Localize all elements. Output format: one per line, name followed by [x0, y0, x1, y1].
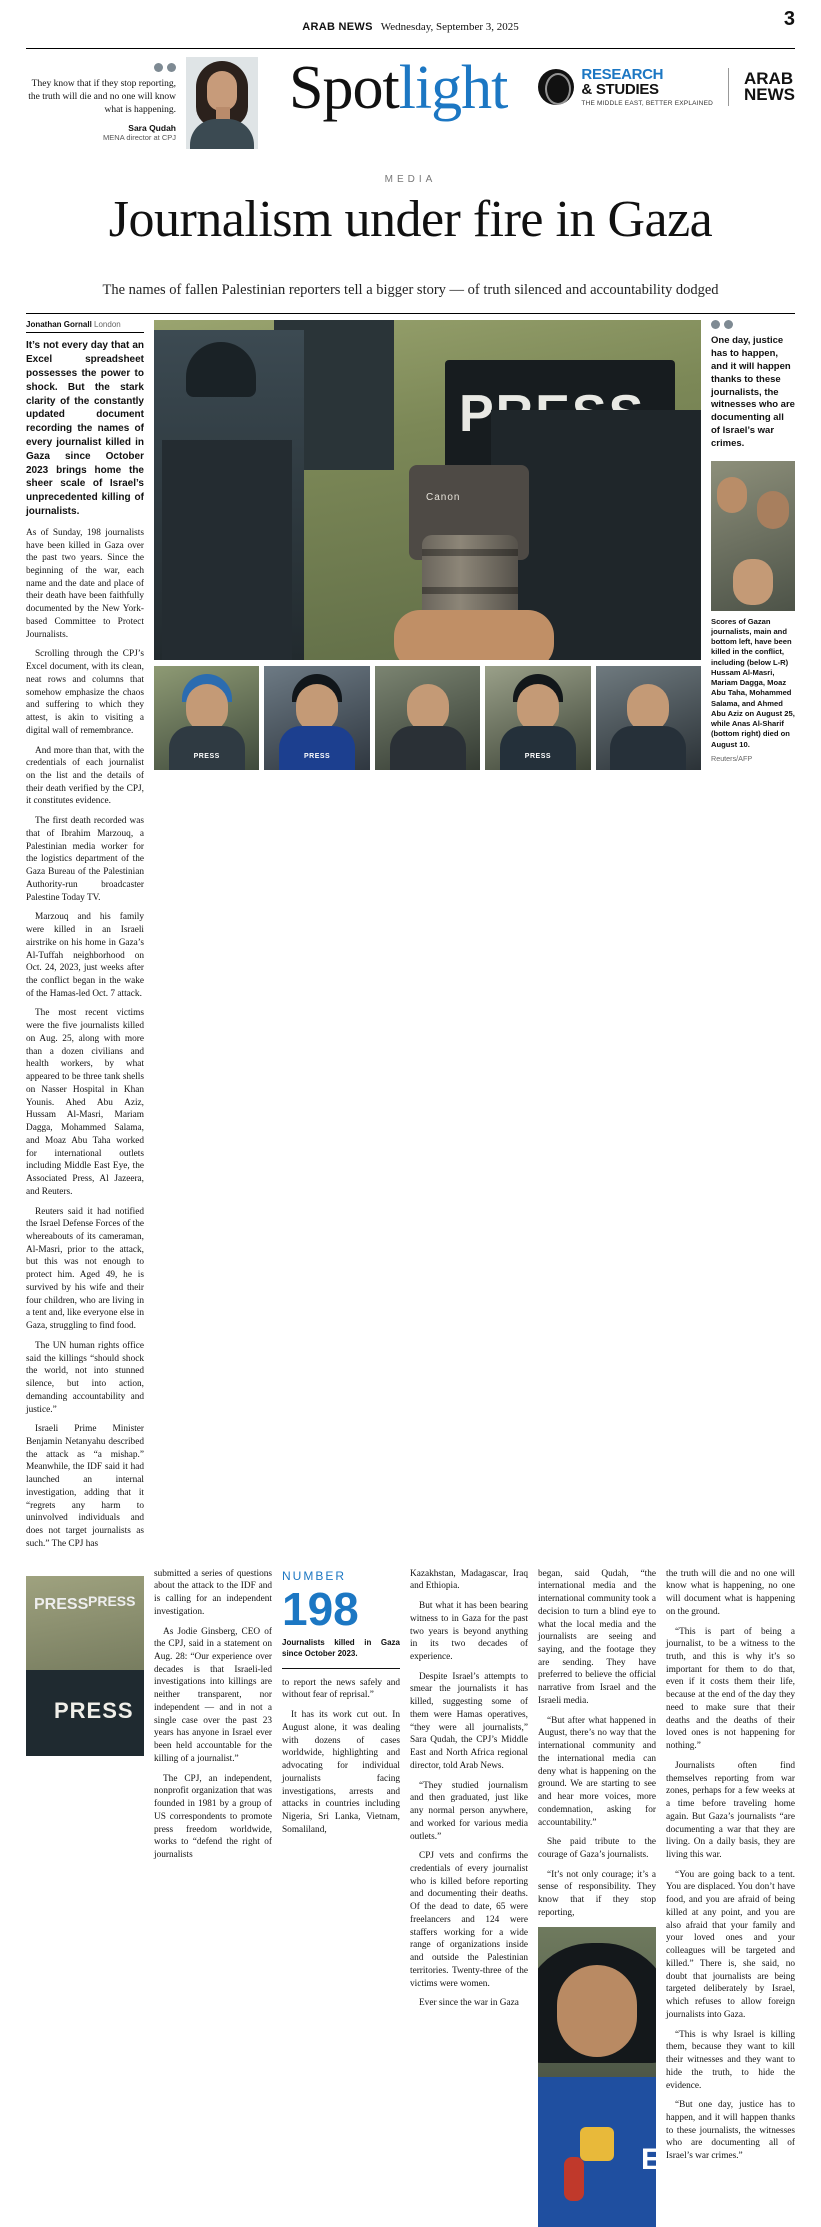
byline-author: Jonathan Gornall — [26, 320, 92, 330]
intro-paragraph: It’s not every day that an Excel spreadsheet possesses the power to shock. But the stark clarity of the constantly updated document recording the names of every journalist killed in Gaza since October 2023 brings home the sheer scale of Israel’s unprecedented killing of journalists. — [26, 340, 144, 517]
divider-headline — [26, 313, 795, 314]
paragraph: Journalists often find themselves reporting from war zones, perhaps for a few weeks at a time before traveling home again. But Gaza’s journalists “are documenting a war that they are living. On a daily basis, they are living this war. — [666, 1760, 795, 1861]
research-studies-logo — [538, 57, 795, 107]
number-value: 198 — [282, 1583, 359, 1636]
lower-grid — [26, 1568, 795, 2227]
paragraph: As of Sunday, 198 journalists have been killed in Gaza over the past two years. Since the beginning of the war, each name and the date and place of their death have been faithfully documented by the New York-based Committee to Protect Journalists. — [26, 527, 144, 640]
pull-quote-left — [26, 57, 176, 142]
paragraph: Ever since the war in Gaza — [419, 1998, 519, 2009]
divider-number — [282, 1668, 400, 1669]
paragraph: began, said Qudah, “the international media and the international community took a decision to turn a blind eye to what the local media and the journalists are seeing and saying, and the footage they are sending. They have preferred to believe the official narrative from Israel and the Israeli media. — [538, 1568, 656, 1706]
rail-dots-icon — [711, 320, 795, 329]
thumbnail-label: PRESS — [193, 753, 220, 761]
number-label: NUMBER — [282, 1568, 347, 1583]
thumbnail-label: PRESS — [303, 753, 331, 761]
thumbnail-photo — [375, 666, 480, 770]
paragraph: Reuters said it had notified the Israel Defense Forces of the whereabouts of its cameraman, Al-Masri, prior to the attack, but this was not enough to protect him. Aged 49, he is survived by his wife and their four children, who are living in a tent and, like everyone else in Gaza, struggling to find food. — [26, 1206, 144, 1332]
paragraph: The most recent victims were the five journalists killed on Aug. 25, along with more than a dozen civilians and health workers, by what appeared to be three tank shells on Nasser Hospital in Khan Younis. Ahed Abu Aziz, Hussam Al-Masri, Mariam Dagga, Mohammed Salama, and Moaz Abu Taha worked for international outlets including Middle East Eye, the Associated Press, Al Jazeera, and Reuters. — [26, 1008, 144, 1197]
paragraph: to report the news safely and without fear of reprisal.” — [282, 1677, 400, 1701]
divider-byline — [26, 332, 144, 333]
bottom-left-photo: PRESS PRESS PRESS — [26, 1576, 144, 1756]
paragraph: Despite Israel’s attempts to smear the journalists it has killed, suggesting some of them were Hamas operatives, “they were all journalists,” Sara Qudah, the CPJ’s Middle East and North Africa regional director, told Arab News. — [410, 1671, 528, 1771]
quote-text: They know that if they stop reporting, the truth will die and no one will know what is happening. — [28, 79, 176, 115]
left-body — [26, 527, 144, 1551]
portrait-photo — [186, 57, 258, 149]
lower-column-5 — [538, 1568, 795, 2227]
masthead-brand: ARAB NEWS — [302, 21, 373, 33]
lower-column-2 — [154, 1568, 272, 2227]
thumbnail-photo — [596, 666, 701, 770]
hero-photo: PRESS Canon — [154, 320, 701, 660]
paragraph: “But after what happened in August, there’s no way that the international community and the international media can deny what is happening on the ground. We are starting to see and hear more voices, more condemnation, asking for accountability.” — [538, 1715, 656, 1828]
masthead — [26, 0, 795, 40]
rail-photo-credit: Reuters/AFP — [711, 753, 753, 763]
rail-photo-caption: Scores of Gazan journalists, main and bottom left, have been killed in the conflict, including (below L-R) Hussam Al-Masri, Mariam Dagga, Moaz Abu Taha, Mohammed Salama, and Ahmed Abu Aziz on August 25, while Anas Al-Sharif (bottom right) died on August 10. — [711, 616, 795, 749]
spotlight-word-blue: light — [398, 54, 508, 122]
section-kicker: MEDIA — [384, 174, 437, 185]
arabnews-arab: ARAB — [744, 68, 794, 88]
thumbnail-photo — [485, 666, 590, 770]
quote-author-role: MENA director at CPJ — [103, 133, 176, 143]
column-right-rail — [711, 320, 795, 1557]
page-number: 3 — [783, 8, 795, 30]
quote-author: Sara Qudah — [128, 123, 176, 134]
paragraph: “It’s not only courage; it’s a sense of responsibility. They know that if they stop reporting, — [538, 1869, 656, 1918]
paragraph: Scrolling through the CPJ’s Excel document, with its clean, neat rows and columns that somehow emphasize the chaos and suffering to which they attest, is akin to visiting a digital wall of remembrance. — [26, 649, 144, 736]
thumbnail-photo — [264, 666, 369, 770]
logo-divider — [728, 68, 729, 106]
number-caption: Journalists killed in Gaza since October 2023. — [282, 1638, 400, 1658]
paragraph: Israeli Prime Minister Benjamin Netanyahu described the attack as “a mishap.” Meanwhile, the IDF said it had launched an internal investigation, adding that it “regrets any harm to uninvolved individuals and does not target journalists as such.” The CPJ has — [26, 1424, 144, 1549]
rail-pull-quote: One day, justice has to happen, and it will happen thanks to these journalists, the witnesses who are documenting all of Israel’s war crimes. — [711, 335, 795, 449]
paragraph: “This is part of being a journalist, to be a witness to the truth, and this is why it’s so important for them to do that, even if it costs them their life, because at the end of the day they need to make sure that their deaths and the deaths of their loved ones is not happening for nothing.” — [666, 1626, 795, 1752]
reporter-photo — [538, 1927, 656, 2227]
page-title: Journalism under fire in Gaza — [108, 191, 713, 248]
paragraph: the truth will die and no one will know what is happening, no one will document what is happening on the ground. — [666, 1568, 795, 1617]
spotlight-word-dark: Spot — [289, 54, 399, 122]
paragraph: “They studied journalism and then graduated, just like any normal person anywhere, and worked for various media outlets.” — [410, 1780, 528, 1842]
paragraph: CPJ vets and confirms the credentials of every journalist who is killed before reporting and documenting their deaths. Of the dead to date, 65 were freelancers and 124 were staffers working for a wide range of organizations inside and outside the Palestinian territories. Twenty-three of the victims were women. — [410, 1851, 528, 1989]
paragraph: Kazakhstan, Madagascar, Iraq and Ethiopia. — [410, 1568, 528, 1592]
paragraph: submitted a series of questions about the attack to the IDF and is calling for an independent investigation. — [154, 1568, 272, 1617]
standfirst: The names of fallen Palestinian reporters tell a bigger story — of truth silenced and accountability dodged — [102, 282, 719, 299]
spotlight-band — [26, 49, 795, 152]
paragraph: “This is why Israel is killing them, because they want to kill their witnesses and they want to hide the truth, to hide the evidence. — [666, 2029, 795, 2091]
lower-column-4 — [410, 1568, 528, 2227]
research-label: RESEARCH — [581, 66, 664, 83]
paragraph: But what it has been bearing witness to in Gaza for the past two years is beyond anything in its two decades of experience. — [410, 1601, 528, 1662]
studies-label: & STUDIES — [581, 81, 659, 98]
paragraph: The UN human rights office said the killings “should shock the world, not into stunned silence, but into action, demanding accountability and justice.” — [26, 1340, 144, 1415]
paragraph: She paid tribute to the courage of Gaza’s journalists. — [538, 1837, 656, 1861]
lower-column-1 — [26, 1568, 144, 2227]
paragraph: As Jodie Ginsberg, CEO of the CPJ, said in a statement on Aug. 28: “Our experience over decades is that Israeli-led investigations into killings are neither transparent, nor independent — and in not a single case over the past 23 years has anyone in Israel ever been held accountable for the killing of a journalist.” — [154, 1626, 272, 1764]
column-left — [26, 320, 144, 1557]
thumbnail-label: PRESS — [524, 753, 552, 761]
paragraph: The first death recorded was that of Ibrahim Marzouq, a Palestinian media worker for the logistics department of the Gaza Bureau of the Palestinian Authority-run broadcaster Palestine Today TV. — [26, 816, 144, 903]
byline — [26, 320, 144, 329]
arabnews-news: NEWS — [744, 84, 795, 104]
masthead-date: Wednesday, September 3, 2025 — [380, 21, 519, 33]
research-tagline: THE MIDDLE EAST, BETTER EXPLAINED — [581, 99, 713, 107]
thumbnail-strip — [154, 666, 701, 770]
thumbnail-photo — [154, 666, 259, 770]
paragraph: “But one day, justice has to happen, and it will happen thanks to these journalists, the witnesses who are documenting all of Israel’s war crimes.” — [666, 2100, 795, 2162]
quote-dots-icon — [26, 63, 176, 72]
spotlight-title — [268, 54, 528, 122]
byline-location: London — [94, 320, 121, 330]
paragraph: Marzouq and his family were killed in an Israeli airstrike on his home in Gaza’s Al-Tuffah neighborhood on Oct. 24, 2023, just weeks after the conflict began in the wake of the Hamas-led Oct. 7 attack. — [26, 912, 144, 999]
main-grid — [26, 320, 795, 1557]
paragraph: It has its work cut out. In August alone, it was dealing with dozens of cases worldwide, highlighting and advocating for individual journalists facing investigations, arrests and attacks in countries including Nigeria, Sri Lanka, Vietnam, Somaliland, — [282, 1710, 400, 1835]
rail-photo — [711, 461, 795, 611]
paragraph: The CPJ, an independent, nonprofit organization that was founded in 1981 by a group of US correspondents to promote press freedom worldwide, works to “defend the right of journalists — [154, 1773, 272, 1861]
paragraph: “You are going back to a tent. You are displaced. You don’t have food, and you are afraid of being killed at any point, and you are also afraid that your family and your loved ones and your colleagues will be targeted and killed.” There is, she said, no doubt that journalists are being targeted deliberately by Israel, which refuses to allow foreign journalists into Gaza. — [666, 1869, 795, 2020]
globe-icon — [538, 69, 574, 105]
column-middle — [154, 320, 701, 1557]
lower-column-3 — [282, 1568, 400, 2227]
paragraph: And more than that, with the credentials of each journalist on the list and the details of their death verified by the CPJ, it constitutes evidence. — [26, 745, 144, 807]
